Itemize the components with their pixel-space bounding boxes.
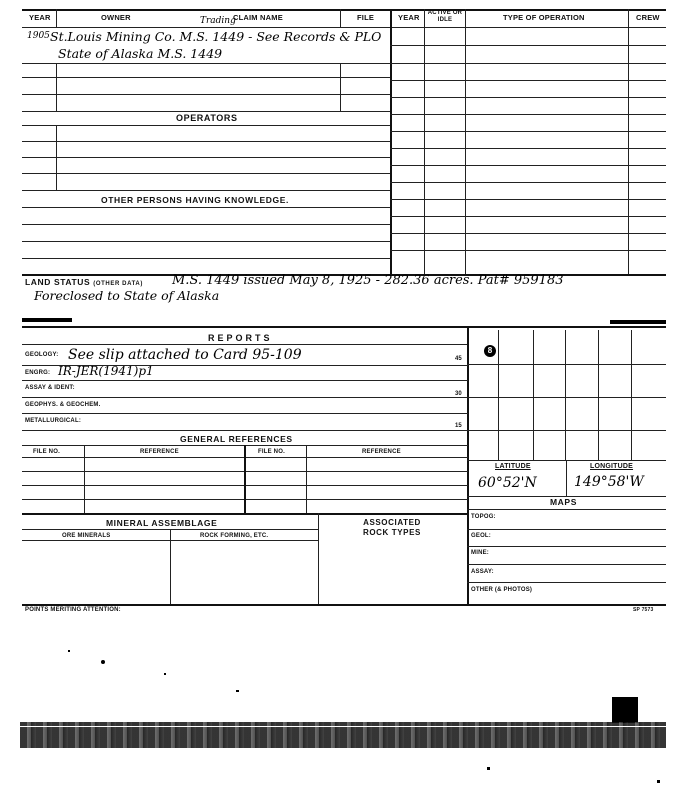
maps-heading: MAPS xyxy=(550,497,577,507)
land-status-line-2: Foreclosed to State of Alaska xyxy=(34,288,220,303)
longitude-value: 149°58'W xyxy=(574,474,644,490)
scan-speck xyxy=(487,767,490,770)
owner-entry-year: 1905 xyxy=(27,31,50,41)
land-status-line-1: M.S. 1449 issued May 8, 1925 - 282.36 acres. Pat# 959183 xyxy=(172,273,564,288)
scan-mark xyxy=(22,318,72,322)
owner-entry-line-2: State of Alaska M.S. 1449 xyxy=(58,46,223,61)
land-status-subtitle: (OTHER DATA) xyxy=(93,281,143,287)
engrg-label: ENGRG: xyxy=(25,370,51,376)
reports-heading: REPORTS xyxy=(208,333,273,343)
owner-entry-line-1: St.Louis Mining Co. M.S. 1449 - See Records & PLO xyxy=(50,29,382,44)
ref-header-reference-1: REFERENCE xyxy=(140,449,179,455)
ore-minerals-header: ORE MINERALS xyxy=(62,533,111,539)
scan-speck xyxy=(236,690,239,692)
geology-value: See slip attached to Card 95-109 xyxy=(68,347,302,363)
maps-geol-label: GEOL: xyxy=(471,533,491,539)
maps-assay-label: ASSAY: xyxy=(471,569,494,575)
scan-block xyxy=(612,697,638,723)
scan-speck xyxy=(164,673,166,675)
other-persons-heading: OTHER PERSONS HAVING KNOWLEDGE. xyxy=(101,195,289,205)
col-header-claim-name: CLAIM NAME xyxy=(233,13,283,22)
points-meriting-attention-label: POINTS MERITING ATTENTION: xyxy=(25,607,121,613)
col-header-active-or-idle: ACTIVE OR IDLE xyxy=(427,10,463,23)
col-header-year: YEAR xyxy=(29,13,51,22)
assay-ident-label: ASSAY & IDENT: xyxy=(25,385,75,391)
form-id: SP 7573 xyxy=(633,607,654,613)
scale-30: 30 xyxy=(455,391,462,397)
scale-45: 45 xyxy=(455,356,462,362)
engrg-value: IR-JER(1941)p1 xyxy=(58,364,154,378)
scale-15: 15 xyxy=(455,423,462,429)
metallurgical-label: METALLURGICAL: xyxy=(25,418,82,424)
latitude-value: 60°52'N xyxy=(478,475,537,491)
general-references-heading: GENERAL REFERENCES xyxy=(180,434,293,444)
col-header-file: FILE xyxy=(357,13,375,22)
land-status-heading xyxy=(25,277,143,287)
longitude-label: LONGITUDE xyxy=(590,463,634,470)
scan-speck xyxy=(68,650,70,652)
geophys-label: GEOPHYS. & GEOCHEM. xyxy=(25,402,101,408)
ref-header-file-no-1: FILE NO. xyxy=(33,449,60,455)
scan-mark xyxy=(610,320,666,324)
ref-header-reference-2: REFERENCE xyxy=(362,449,401,455)
maps-topog-label: TOPOG: xyxy=(471,514,496,520)
operators-heading: OPERATORS xyxy=(176,113,238,123)
associated-rock-types-heading: ASSOCIATED ROCK TYPES xyxy=(362,518,421,537)
grid-marker: 8 xyxy=(484,345,496,357)
maps-mine-label: MINE: xyxy=(471,550,489,556)
scan-speck xyxy=(101,660,105,664)
owner-entry-insert: Trading xyxy=(200,16,236,26)
ref-header-file-no-2: FILE NO. xyxy=(258,449,285,455)
col-header-type-of-operation: TYPE OF OPERATION xyxy=(503,13,585,22)
col-header-year-right: YEAR xyxy=(398,13,420,22)
land-status-title: LAND STATUS xyxy=(25,277,91,287)
maps-other-label: OTHER (& PHOTOS) xyxy=(471,587,533,593)
rock-forming-header: ROCK FORMING, ETC. xyxy=(200,533,269,539)
mineral-assemblage-heading: MINERAL ASSEMBLAGE xyxy=(106,518,218,528)
scan-speck xyxy=(657,780,660,783)
geology-label: GEOLOGY: xyxy=(25,352,59,358)
latitude-label: LATITUDE xyxy=(495,463,531,470)
col-header-crew: CREW xyxy=(636,13,660,22)
col-header-owner: OWNER xyxy=(101,13,131,22)
